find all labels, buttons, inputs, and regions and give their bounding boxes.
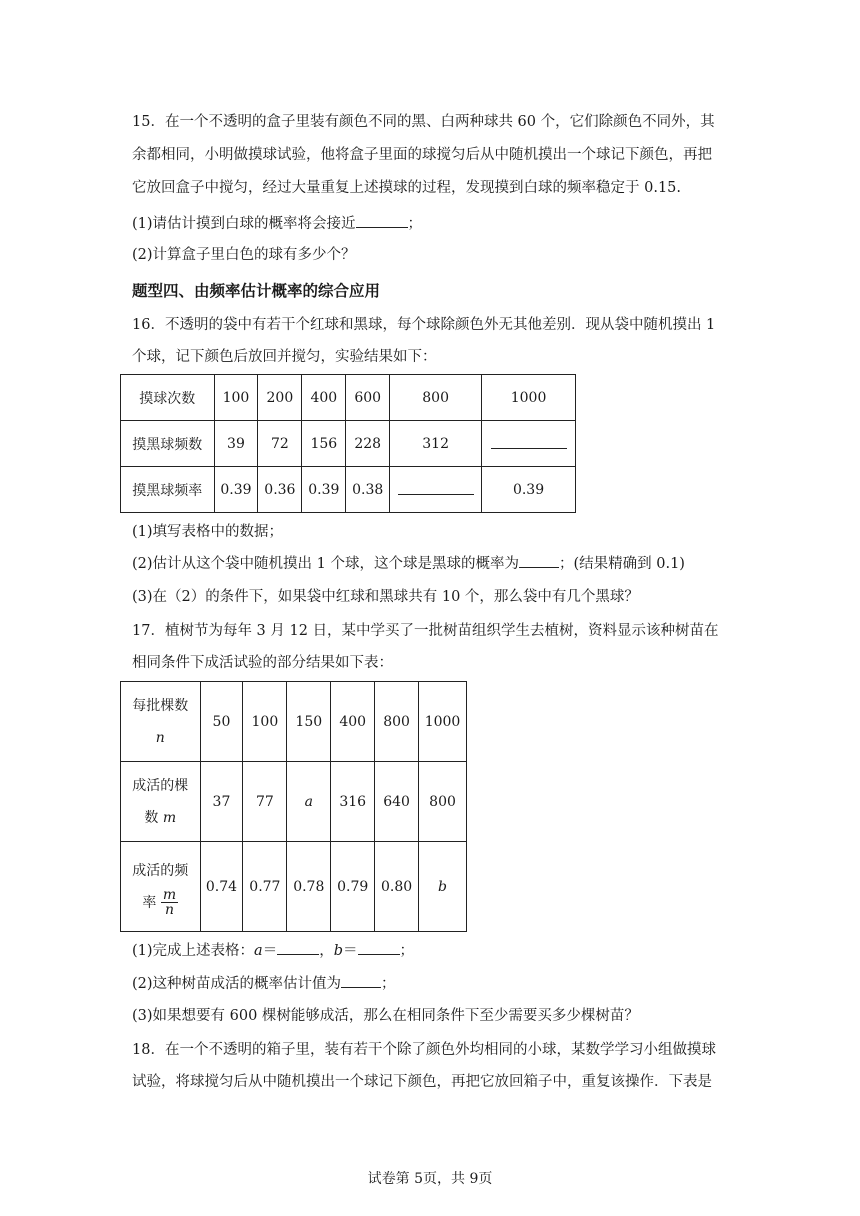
- table-cell: 50: [200, 682, 243, 762]
- variable-n: n: [155, 729, 165, 746]
- row-label: 成活的棵: [132, 777, 189, 794]
- table-row: [121, 762, 467, 842]
- row-label: 成活的频: [132, 862, 189, 879]
- q16-part2-text: (2)估计从这个袋中随机摸出 1 个球，这个球是黑球的概率为: [132, 556, 519, 572]
- separator: ；: [399, 943, 414, 959]
- table-cell: 800: [390, 375, 482, 421]
- variable-a: a: [304, 793, 313, 810]
- q15-line2: 余都相同，小明做摸球试验，他将盒子里面的球搅匀后从中随机摸出一个球记下颜色，再把: [132, 147, 712, 163]
- table-cell: 摸黑球频数: [121, 421, 215, 467]
- table-row: [121, 682, 467, 762]
- table-cell: 摸黑球频率: [121, 467, 215, 513]
- table-cell: 100: [243, 682, 287, 762]
- q17-line1: 17．植树节为每年 3 月 12 日，某中学买了一批树苗组织学生去植树，资料显示该种树苗在: [132, 623, 719, 639]
- q16-line1: 16．不透明的袋中有若干个红球和黑球，每个球除颜色外无其他差别．现从袋中随机摸出 1: [132, 317, 716, 333]
- q16-part2: [132, 553, 685, 575]
- table-cell: 0.74: [200, 842, 243, 932]
- separator: ，: [319, 943, 334, 959]
- table-cell: 摸球次数: [121, 375, 215, 421]
- q16-part2-suffix: ；(结果精确到 0.1): [558, 556, 685, 572]
- table-cell: 200: [258, 375, 302, 421]
- q15-part2: (2)计算盒子里白色的球有多少个？: [132, 247, 356, 263]
- table-cell: 1000: [482, 375, 576, 421]
- variable-m: m: [162, 809, 177, 826]
- q15-part1-suffix: ；: [407, 216, 423, 232]
- table-cell: 77: [243, 762, 287, 842]
- page-footer: 试卷第 5页，共 9页: [367, 1171, 493, 1187]
- table-cell: 1000: [419, 682, 467, 762]
- q16-part1: (1)填写表格中的数据；: [132, 524, 284, 540]
- q17-table: [120, 681, 467, 932]
- table-cell: 0.78: [287, 842, 331, 932]
- table-cell: 0.39: [214, 467, 258, 513]
- answer-blank: [356, 213, 408, 228]
- table-cell: 228: [346, 421, 390, 467]
- table-cell: [121, 842, 201, 932]
- table-row: [121, 375, 576, 421]
- table-cell: 0.80: [375, 842, 419, 932]
- equals-sign: ＝: [262, 943, 278, 959]
- q17-part1-text: (1)完成上述表格：: [132, 943, 255, 959]
- variable-a: a: [254, 943, 263, 959]
- answer-blank: [358, 940, 400, 955]
- answer-blank: [398, 480, 474, 495]
- row-label: 率: [142, 894, 157, 911]
- table-cell: 0.38: [346, 467, 390, 513]
- table-cell: 39: [214, 421, 258, 467]
- table-cell: [121, 682, 201, 762]
- table-cell: 0.36: [258, 467, 302, 513]
- table-cell: [287, 762, 331, 842]
- table-cell: 600: [346, 375, 390, 421]
- table-cell: 0.39: [482, 467, 576, 513]
- table-cell: 640: [375, 762, 419, 842]
- answer-blank: [519, 553, 559, 568]
- table-cell: 72: [258, 421, 302, 467]
- table-cell: 800: [375, 682, 419, 762]
- answer-blank: [491, 434, 567, 449]
- section-heading: 题型四、由频率估计概率的综合应用: [132, 282, 381, 300]
- table-cell: 400: [302, 375, 346, 421]
- table-row: [121, 842, 467, 932]
- answer-blank: [277, 940, 319, 955]
- table-cell: 800: [419, 762, 467, 842]
- q16-table: [120, 374, 576, 513]
- q18-line2: 试验，将球搅匀后从中随机摸出一个球记下颜色，再把它放回箱子中，重复该操作．下表是: [132, 1074, 712, 1090]
- table-cell: [419, 842, 467, 932]
- q17-part2: [132, 973, 396, 995]
- q17-part2-suffix: ；: [381, 976, 396, 992]
- table-cell: 0.79: [331, 842, 375, 932]
- table-cell: 316: [331, 762, 375, 842]
- answer-blank: [341, 973, 381, 988]
- table-cell: [121, 762, 201, 842]
- q15-part1: [132, 213, 422, 235]
- variable-b: b: [438, 878, 447, 895]
- table-cell: 100: [214, 375, 258, 421]
- q15-line1: 15．在一个不透明的盒子里装有颜色不同的黑、白两种球共 60 个，它们除颜色不同外，其: [132, 114, 715, 130]
- q17-part3: (3)如果想要有 600 棵树能够成活，那么在相同条件下至少需要买多少棵树苗？: [132, 1008, 639, 1024]
- q15-part1-text: (1)请估计摸到白球的概率将会接近: [132, 216, 356, 232]
- q16-line2: 个球，记下颜色后放回并搅匀，实验结果如下：: [132, 349, 437, 365]
- table-cell: [482, 421, 576, 467]
- fraction-m-over-n: $\frac{m}{n}$: [162, 887, 177, 918]
- table-cell: 400: [331, 682, 375, 762]
- row-label: 每批棵数: [132, 697, 189, 714]
- table-cell: 0.77: [243, 842, 287, 932]
- q17-part1: [132, 940, 414, 962]
- equals-sign: ＝: [343, 943, 358, 959]
- table-row: [121, 421, 576, 467]
- table-cell: 150: [287, 682, 331, 762]
- table-cell: 0.39: [302, 467, 346, 513]
- q18-line1: 18．在一个不透明的箱子里，装有若干个除了颜色外均相同的小球，某数学学习小组做摸球: [132, 1042, 716, 1058]
- row-label: 数: [144, 809, 159, 826]
- table-cell: [390, 467, 482, 513]
- q16-part3: (3)在（2）的条件下，如果袋中红球和黑球共有 10 个，那么袋中有几个黑球？: [132, 589, 639, 605]
- table-row: [121, 467, 576, 513]
- q15-line3: 它放回盒子中搅匀，经过大量重复上述摸球的过程，发现摸到白球的频率稳定于 0.15.: [132, 180, 682, 196]
- variable-b: b: [333, 943, 343, 959]
- q17-line2: 相同条件下成活试验的部分结果如下表：: [132, 655, 393, 671]
- q17-part2-text: (2)这种树苗成活的概率估计值为: [132, 976, 342, 992]
- table-cell: 37: [200, 762, 243, 842]
- table-cell: 156: [302, 421, 346, 467]
- table-cell: 312: [390, 421, 482, 467]
